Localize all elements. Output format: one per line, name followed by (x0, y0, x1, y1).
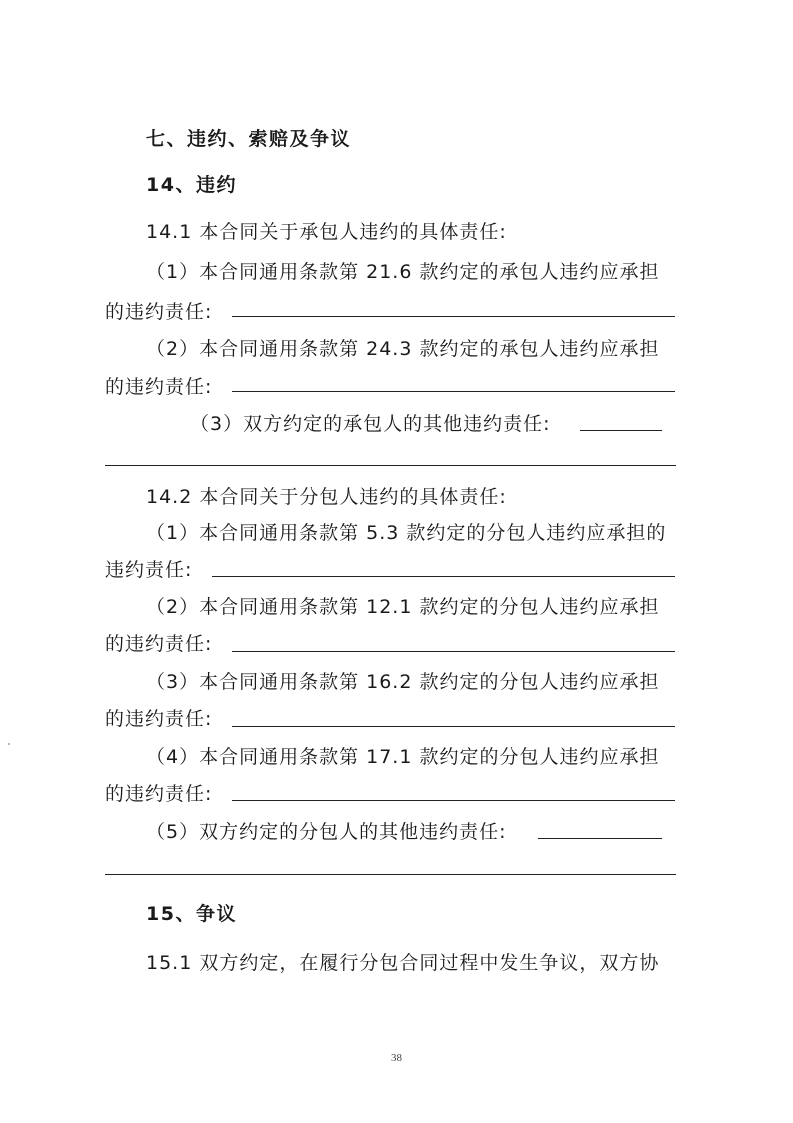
section-heading: 七、违约、索赔及争议 (146, 128, 352, 150)
scan-speck (8, 743, 10, 745)
clause-14-2-item-1-cont: 违约责任: (105, 559, 193, 581)
clause-14-1-item-3: （3）双方约定的承包人的其他违约责任: (190, 413, 551, 435)
clause-14-2-item-4-cont: 的违约责任: (105, 783, 213, 805)
fill-blank-14-2-5b[interactable] (105, 874, 676, 875)
clause-14-1-item-1-cont: 的违约责任: (105, 301, 213, 323)
fill-blank-14-2-3[interactable] (232, 726, 675, 727)
article-15-heading: 15、争议 (146, 903, 237, 925)
clause-14-2-item-4: （4）本合同通用条款第 17.1 款约定的分包人违约应承担 (146, 746, 660, 768)
clause-14-2-item-3-cont: 的违约责任: (105, 708, 213, 730)
clause-14-1-item-1: （1）本合同通用条款第 21.6 款约定的承包人违约应承担 (146, 261, 660, 283)
fill-blank-14-1-2[interactable] (232, 391, 675, 392)
fill-blank-14-1-1[interactable] (232, 316, 675, 317)
clause-14-1-item-2-cont: 的违约责任: (105, 376, 213, 398)
article-14-heading: 14、违约 (146, 174, 237, 196)
page-number: 38 (391, 1052, 402, 1064)
fill-blank-14-1-3b[interactable] (105, 465, 676, 466)
clause-14-2-item-1: （1）本合同通用条款第 5.3 款约定的分包人违约应承担的 (146, 522, 667, 544)
clause-14-1-item-2: （2）本合同通用条款第 24.3 款约定的承包人违约应承担 (146, 338, 660, 360)
clause-14-2-item-5: （5）双方约定的分包人的其他违约责任: (146, 821, 507, 843)
clause-14-1-intro: 14.1 本合同关于承包人违约的具体责任: (146, 221, 507, 243)
fill-blank-14-1-3a[interactable] (580, 430, 662, 431)
clause-14-2-item-3: （3）本合同通用条款第 16.2 款约定的分包人违约应承担 (146, 671, 660, 693)
clause-14-2-item-2: （2）本合同通用条款第 12.1 款约定的分包人违约应承担 (146, 596, 660, 618)
fill-blank-14-2-2[interactable] (232, 651, 675, 652)
fill-blank-14-2-5a[interactable] (538, 838, 662, 839)
fill-blank-14-2-4[interactable] (232, 800, 675, 801)
clause-14-2-item-2-cont: 的违约责任: (105, 633, 213, 655)
clause-14-2-intro: 14.2 本合同关于分包人违约的具体责任: (146, 486, 507, 508)
fill-blank-14-2-1[interactable] (212, 576, 675, 577)
clause-15-1: 15.1 双方约定，在履行分包合同过程中发生争议，双方协 (146, 952, 660, 974)
